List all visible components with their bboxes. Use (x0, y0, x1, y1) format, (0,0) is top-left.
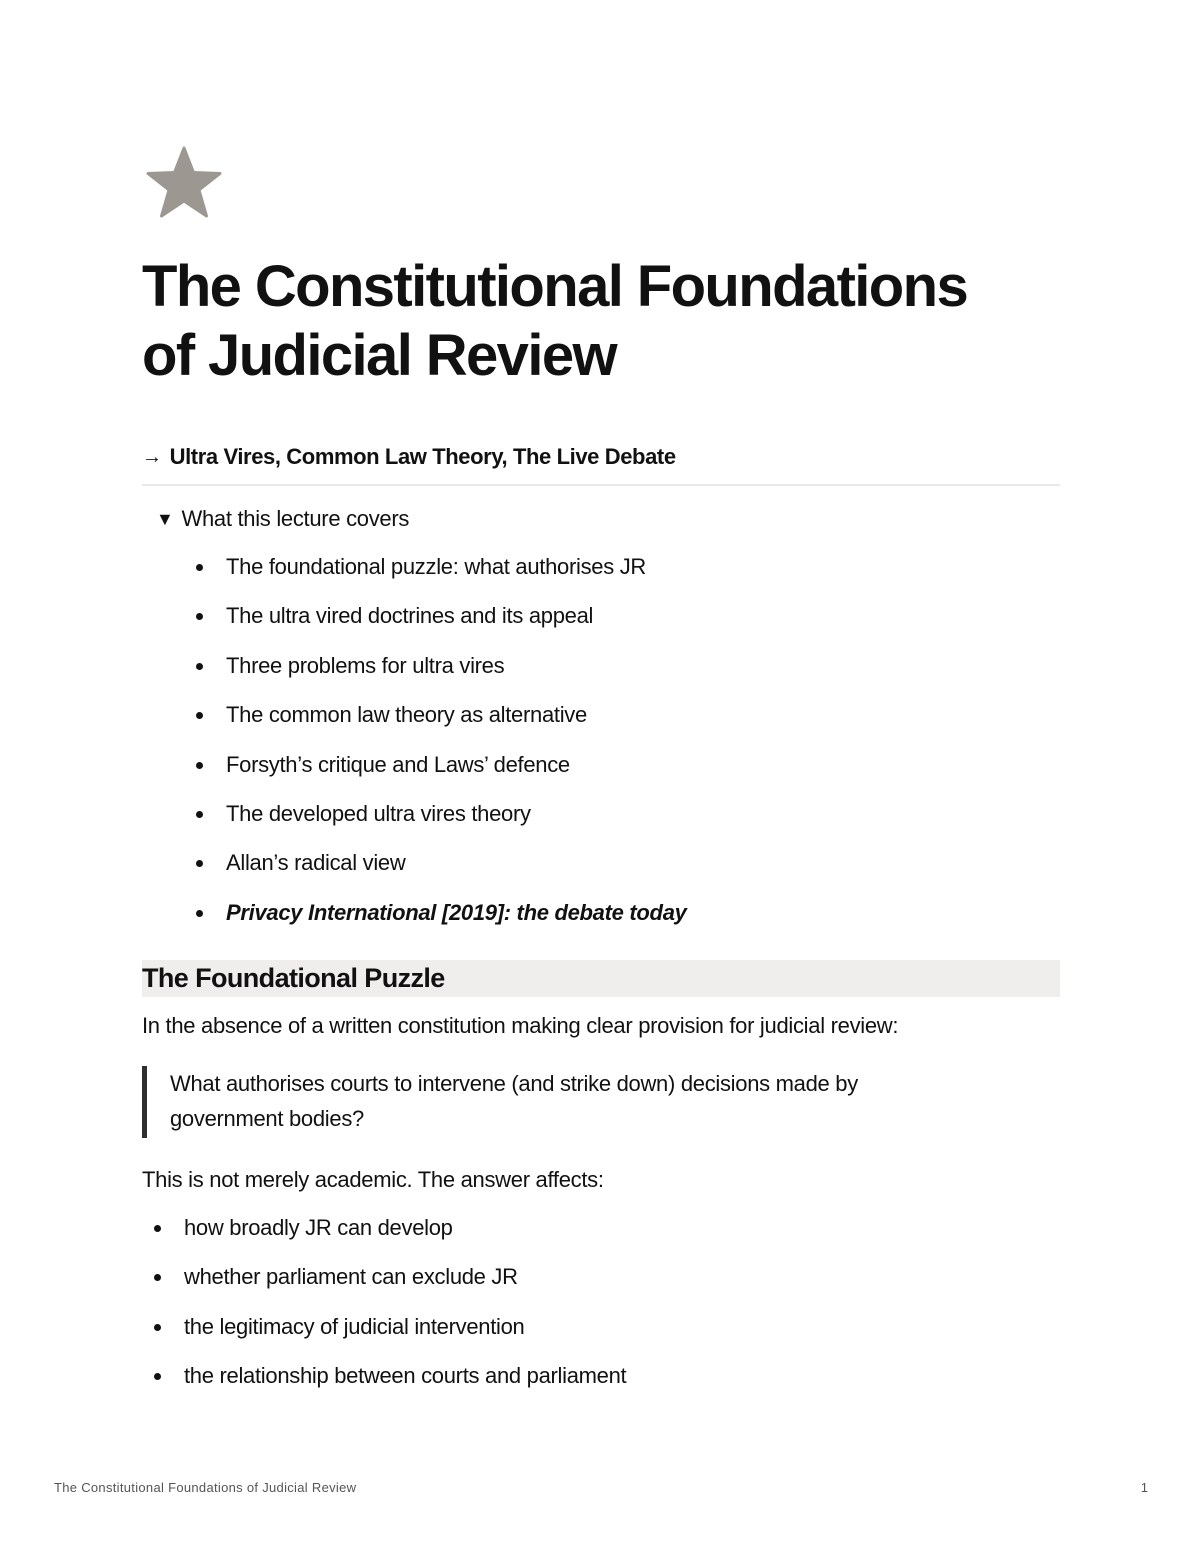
page-number: 1 (1140, 1480, 1148, 1495)
list-item-text: The foundational puzzle: what authorises JR (226, 554, 647, 579)
section-heading: The Foundational Puzzle (142, 960, 1060, 997)
toggle-label: What this lecture covers (181, 506, 410, 531)
quote-line-2: government bodies? (170, 1106, 364, 1131)
list-item (196, 550, 687, 599)
list-item-text: Privacy International [2019]: the debate today (226, 899, 687, 925)
subtitle-text: Ultra Vires, Common Law Theory, The Live Debate (169, 444, 676, 469)
list-item-text: Forsyth’s critique and Laws’ defence (226, 751, 570, 777)
bullet-icon (154, 1373, 161, 1380)
bullet-icon (196, 762, 203, 769)
list-item-text: The common law theory as alternative (226, 702, 587, 728)
list-item (196, 797, 687, 846)
subtitle (142, 442, 1060, 472)
list-item (154, 1260, 626, 1309)
list-item-text: whether parliament can exclude JR (184, 1264, 518, 1290)
list-item (196, 599, 687, 648)
bullet-icon (196, 564, 203, 571)
list-item-text: The developed ultra vires theory (226, 800, 531, 826)
page-title-line-2: of Judicial Review (142, 323, 617, 388)
bullet-icon (154, 1324, 161, 1331)
list-item-text: Allan’s radical view (226, 850, 406, 876)
triangle-down-icon[interactable]: ▼ (156, 508, 174, 529)
list-item-text: the legitimacy of judicial intervention (184, 1313, 525, 1339)
star-icon (146, 146, 222, 218)
right-arrow-icon: → (142, 445, 162, 468)
lead-paragraph: This is not merely academic. The answer affects: (142, 1167, 604, 1192)
list-item (154, 1211, 626, 1260)
effects-list (154, 1211, 626, 1409)
list-item-text: The ultra vired doctrines and its appeal (226, 603, 594, 629)
intro-paragraph: In the absence of a written constitution making clear provision for judicial review: (142, 1013, 899, 1038)
list-item-text: Three problems for ultra vires (226, 652, 505, 678)
bullet-icon (154, 1274, 161, 1281)
list-item (154, 1310, 626, 1359)
quote-block (142, 1066, 1060, 1138)
bullet-icon (196, 910, 203, 917)
divider (142, 484, 1060, 486)
bullet-icon (154, 1225, 161, 1232)
list-item (196, 846, 687, 895)
list-item (196, 748, 687, 797)
list-item (154, 1359, 626, 1408)
bullet-icon (196, 712, 203, 719)
toggle-lecture-covers[interactable] (156, 504, 409, 534)
bullet-icon (196, 613, 203, 620)
bullet-icon (196, 811, 203, 818)
page-title (142, 252, 1082, 390)
quote-line-1: What authorises courts to intervene (and strike down) decisions made by (170, 1071, 858, 1096)
list-item-text: the relationship between courts and parliament (184, 1363, 627, 1389)
lecture-topics-list (196, 550, 687, 945)
list-item-text: how broadly JR can develop (184, 1215, 453, 1240)
list-item (196, 649, 687, 698)
page-title-line-1: The Constitutional Foundations (142, 254, 968, 319)
list-item (196, 698, 687, 747)
bullet-icon (196, 663, 203, 670)
list-item (196, 896, 687, 945)
footer-title: The Constitutional Foundations of Judicial Review (54, 1480, 357, 1495)
bullet-icon (196, 860, 203, 867)
